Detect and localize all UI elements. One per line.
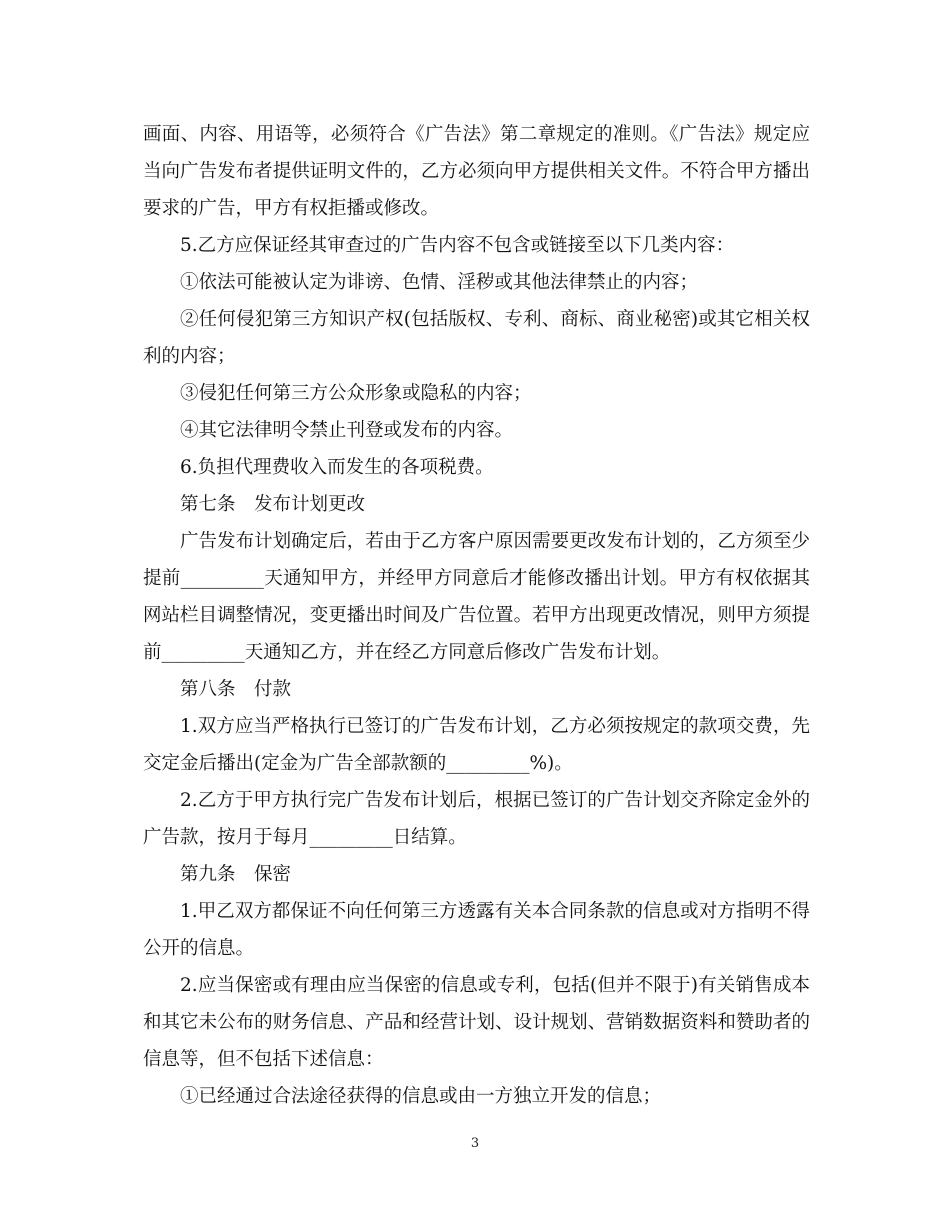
article-9-item-1: 1.甲乙双方都保证不向任何第三方透露有关本合同条款的信息或对方指明不得公开的信息。 bbox=[143, 901, 810, 959]
article-8-item-1: 1.双方应当严格执行已签订的广告发布计划，乙方必须按规定的款项交费，先交定金后播出(定金为广告全部款额的_________%)。 bbox=[143, 716, 810, 774]
paragraph-continuation: 画面、内容、用语等，必须符合《广告法》第二章规定的准则。《广告法》规定应当向广告发布者提供证明文件的，乙方必须向甲方提供相关文件。不符合甲方播出要求的广告，甲方有权拒播或修改。 bbox=[143, 124, 810, 219]
list-item-1: ①依法可能被认定为诽谤、色情、淫秽或其他法律禁止的内容； bbox=[180, 272, 699, 293]
list-item-4: ④其它法律明令禁止刊登或发布的内容。 bbox=[180, 420, 514, 441]
article-heading-7: 第七条 发布计划更改 bbox=[180, 494, 366, 515]
article-heading-9: 第九条 保密 bbox=[180, 864, 292, 885]
page-number: 3 bbox=[470, 1136, 480, 1151]
article-9-item-2: 2.应当保密或有理由应当保密的信息或专利，包括(但并不限于)有关销售成本和其它未公布的财务信息、产品和经营计划、设计规划、营销数据资料和赞助者的信息等，但不包括下述信息： bbox=[143, 975, 810, 1070]
article-9-subitem-1: ①已经通过合法途径获得的信息或由一方独立开发的信息； bbox=[180, 1086, 662, 1107]
list-item-2: ②任何侵犯第三方知识产权(包括版权、专利、商标、商业秘密)或其它相关权利的内容； bbox=[143, 309, 810, 367]
document-body bbox=[143, 116, 810, 1115]
article-7-body: 广告发布计划确定后，若由于乙方客户原因需要更改发布计划的，乙方须至少提前_________天通知甲方，并经甲方同意后才能修改播出计划。甲方有权依据其网站栏目调整情况，变更播出时间及广告位置。若甲方出现更改情况，则甲方须提前_________天通知乙方，并在经乙方同意后修改广告发布计划。 bbox=[143, 531, 810, 663]
list-item-3: ③侵犯任何第三方公众形象或隐私的内容； bbox=[180, 383, 532, 404]
clause-item-6: 6.负担代理费收入而发生的各项税费。 bbox=[180, 457, 494, 478]
clause-item-5: 5.乙方应保证经其审查过的广告内容不包含或链接至以下几类内容： bbox=[180, 235, 735, 256]
article-8-item-2: 2.乙方于甲方执行完广告发布计划后，根据已签订的广告计划交齐除定金外的广告款，按月于每月_________日结算。 bbox=[143, 790, 810, 848]
article-heading-8: 第八条 付款 bbox=[180, 679, 292, 700]
